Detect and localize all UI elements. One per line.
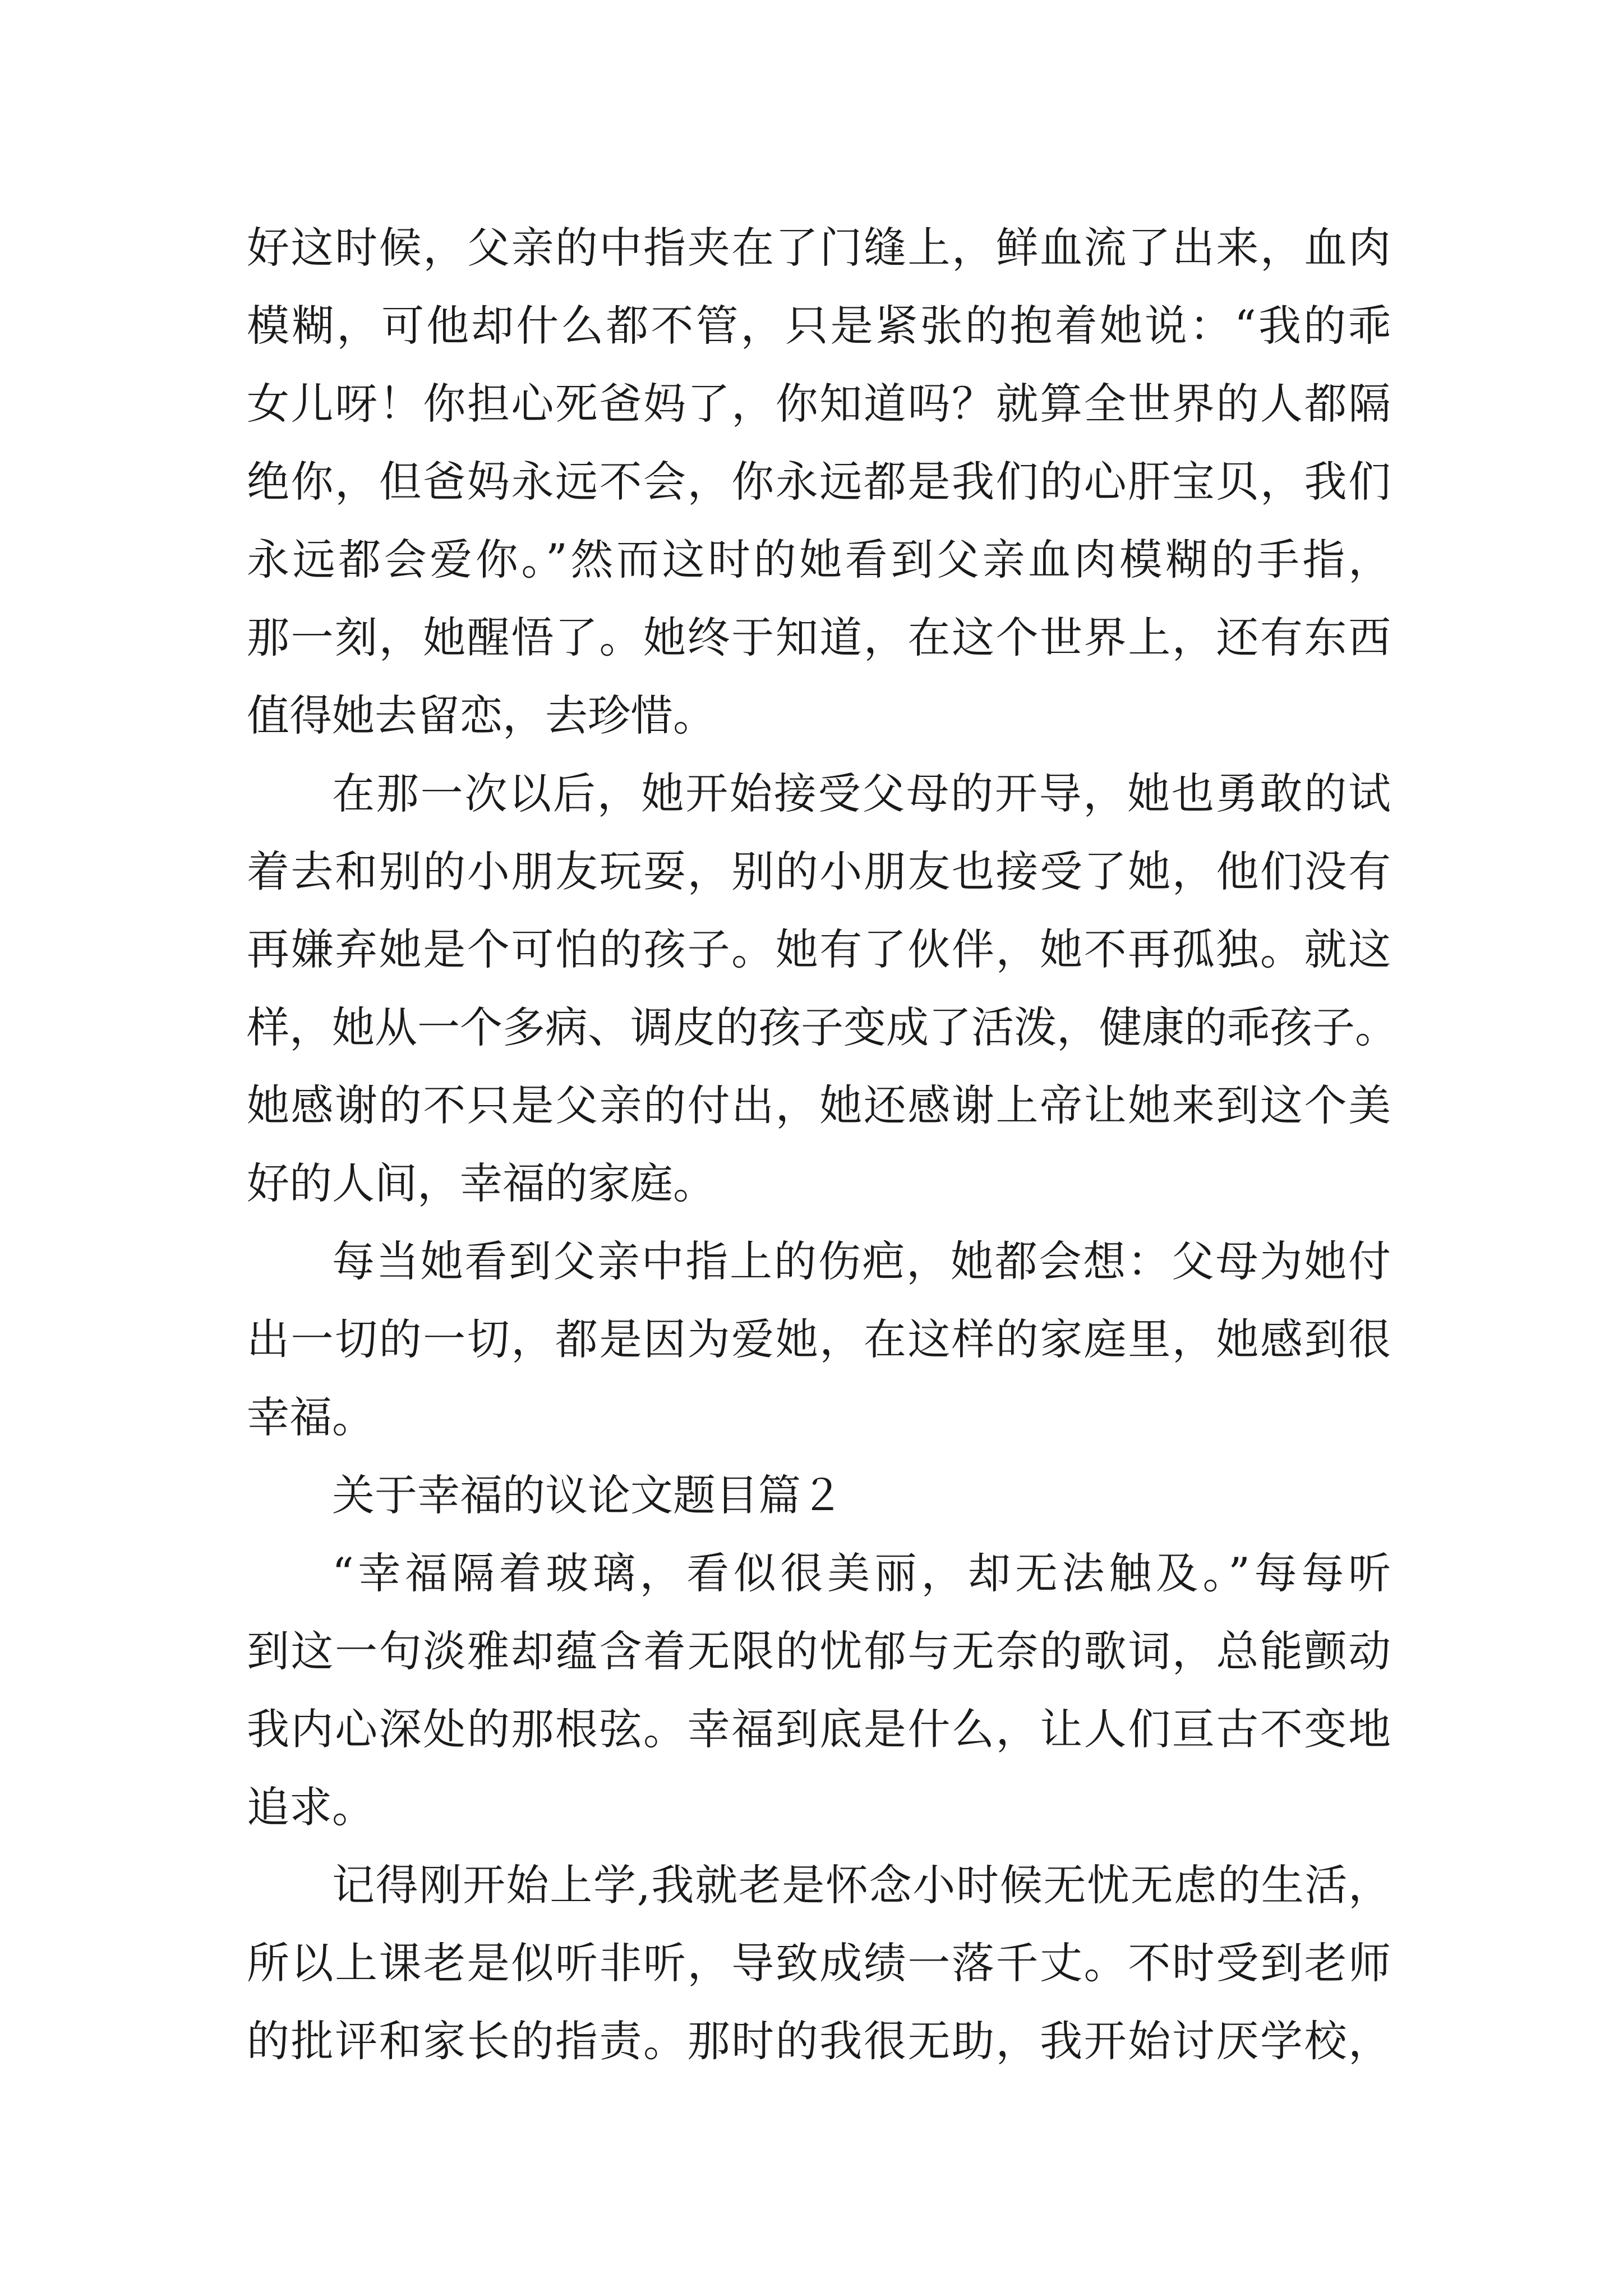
text-line: 值得她去留恋，去珍惜。 [247,691,716,740]
text-line: 在那一次以后，她开始接受父母的开导，她也勇敢的试 [332,769,1391,818]
text-line: 好的人间，幸福的家庭。 [247,1158,716,1208]
text-line: 每当她看到父亲中指上的伤疤，她都会想：父母为她付 [332,1236,1391,1286]
text-line: 永远都会爱你。”然而这时的她看到父亲血肉模糊的手指， [247,535,1391,585]
heading-text: 关于幸福的议论文题目篇２ [332,1470,843,1520]
text-line: 样，她从一个多病、调皮的孩子变成了活泼，健康的乖孩子。 [247,1002,1398,1052]
body-text [247,209,1398,2080]
text-line: 她感谢的不只是父亲的付出，她还感谢上帝让她来到这个美 [247,1080,1391,1130]
text-line: 女儿呀！你担心死爸妈了，你知道吗？就算全世界的人都隔 [247,379,1391,429]
paragraph [247,1846,1391,2080]
text-line: 追求。 [247,1782,375,1832]
text-line: 模糊，可他却什么都不管，只是紧张的抱着她说：“我的乖 [247,301,1391,351]
text-line: “幸福隔着玻璃，看似很美丽，却无法触及。”每每听 [332,1548,1391,1598]
paragraph [247,754,1398,1222]
paragraph [247,1534,1391,1846]
section-heading [247,1456,1391,1534]
text-line: 绝你，但爸妈永远不会，你永远都是我们的心肝宝贝，我们 [247,457,1391,507]
text-line: 的批评和家长的指责。那时的我很无助，我开始讨厌学校， [247,2016,1391,2066]
text-line: 着去和别的小朋友玩耍，别的小朋友也接受了她，他们没有 [247,846,1391,896]
paragraph [247,209,1391,754]
text-line: 幸福。 [247,1392,375,1442]
text-line: 所以上课老是似听非听，导致成绩一落千丈。不时受到老师 [247,1938,1391,1988]
text-line: 到这一句淡雅却蕴含着无限的忧郁与无奈的歌词，总能颤动 [247,1626,1391,1676]
text-line: 再嫌弃她是个可怕的孩子。她有了伙伴，她不再孤独。就这 [247,924,1391,974]
text-line: 好这时候，父亲的中指夹在了门缝上，鲜血流了出来，血肉 [247,223,1391,273]
paragraph [247,1222,1391,1456]
text-line: 出一切的一切，都是因为爱她，在这样的家庭里，她感到很 [247,1314,1391,1364]
text-line: 那一刻，她醒悟了。她终于知道，在这个世界上，还有东西 [247,613,1391,662]
text-line: 记得刚开始上学,我就老是怀念小时候无忧无虑的生活， [332,1860,1391,1910]
text-line: 我内心深处的那根弦。幸福到底是什么，让人们亘古不变地 [247,1704,1391,1754]
